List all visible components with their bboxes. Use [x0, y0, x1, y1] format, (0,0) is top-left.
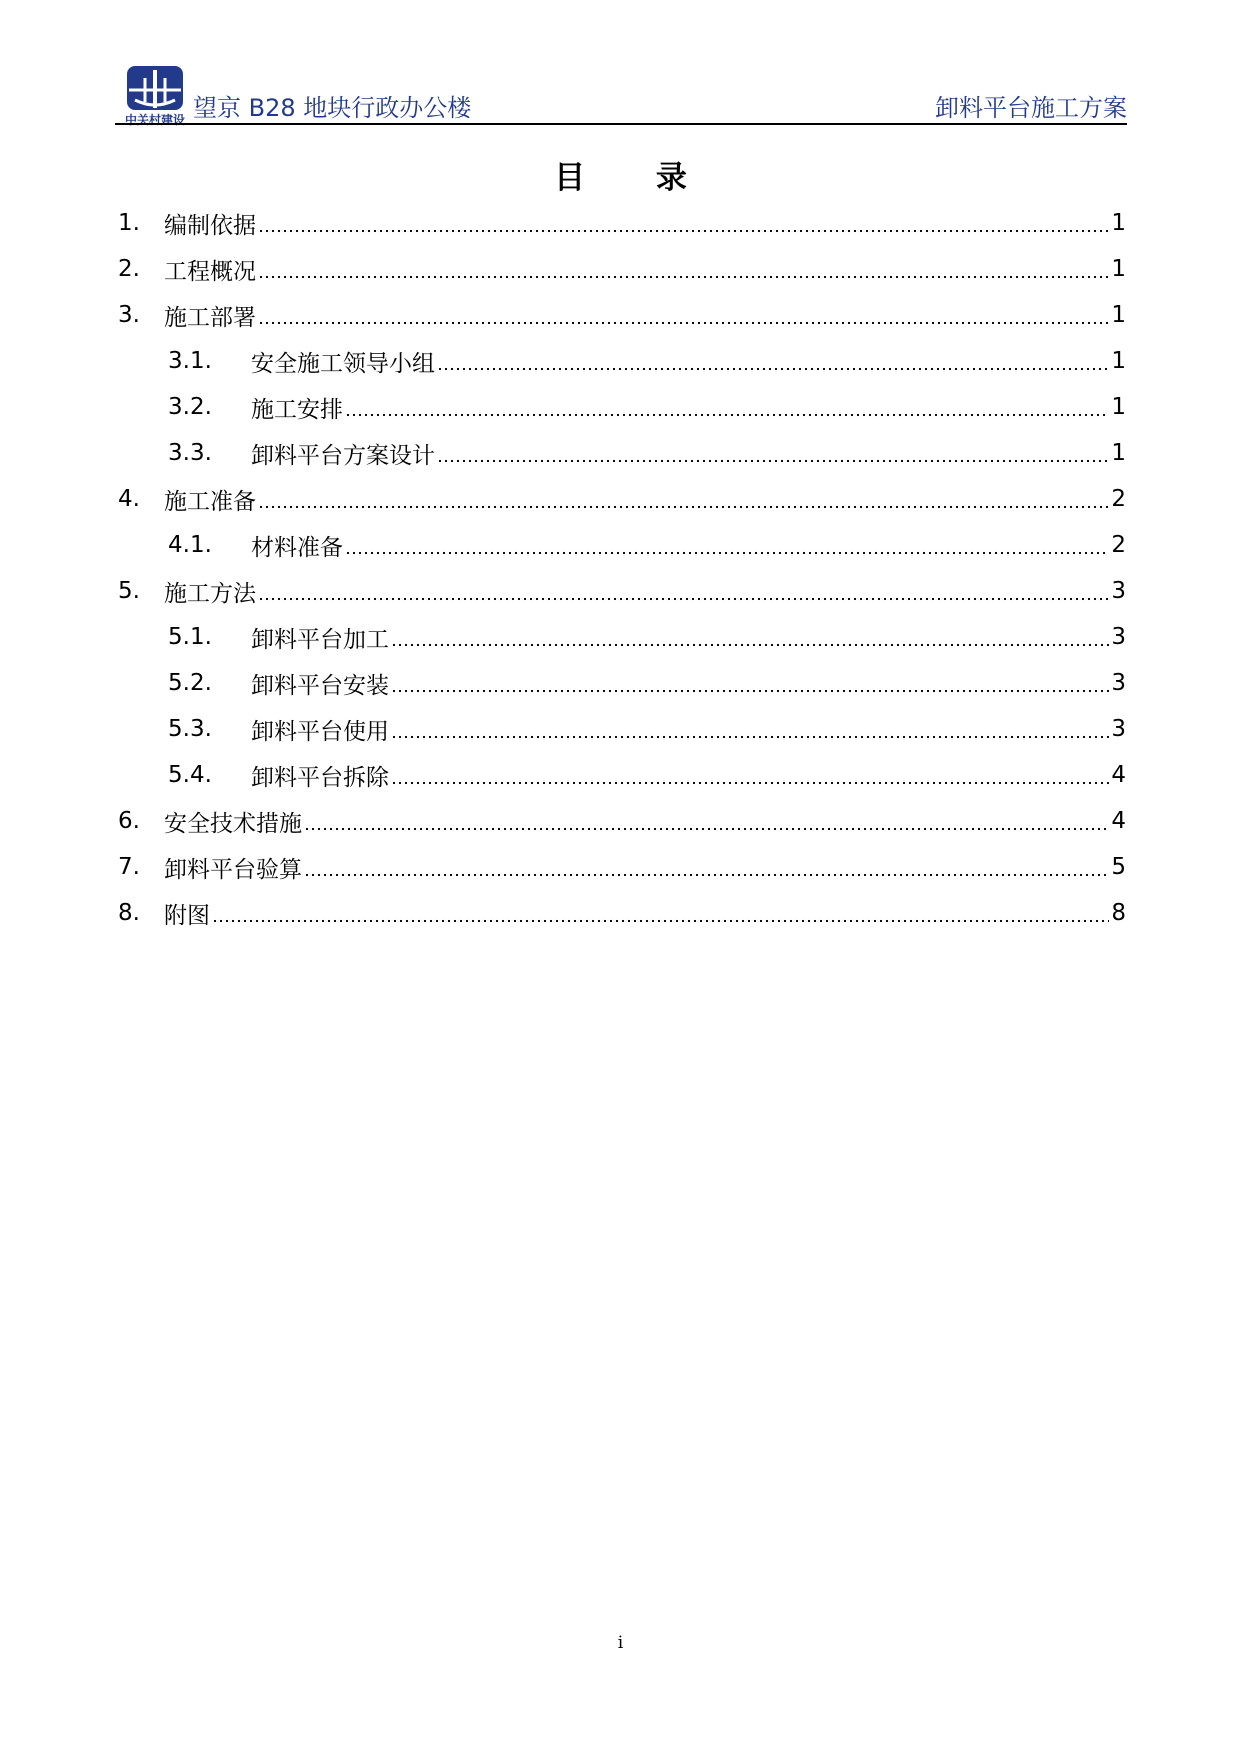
toc-title: 目 录 [554, 160, 717, 196]
table-of-contents [118, 200, 1126, 936]
dot-leader [258, 495, 1109, 509]
toc-entry-text: 安全施工领导小组 [251, 350, 435, 377]
toc-entry-page: 1 [1111, 348, 1126, 374]
toc-entry[interactable] [118, 200, 1126, 246]
toc-entry-page: 1 [1111, 302, 1126, 328]
toc-entry-number: 3.3. [168, 440, 212, 466]
toc-entry-page: 8 [1111, 900, 1126, 926]
dot-leader [391, 633, 1109, 647]
toc-entry-number: 5. [118, 578, 140, 604]
page-number: i [617, 1633, 624, 1653]
toc-subentry[interactable] [118, 384, 1126, 430]
dot-leader [304, 817, 1109, 831]
toc-entry-text: 附图 [164, 902, 210, 929]
toc-entry-text: 施工部署 [164, 304, 256, 331]
toc-entry-text: 施工方法 [164, 580, 256, 607]
toc-entry[interactable] [118, 476, 1126, 522]
toc-entry-page: 2 [1111, 532, 1126, 558]
toc-entry-page: 1 [1111, 394, 1126, 420]
toc-subentry[interactable] [118, 752, 1126, 798]
toc-entry-page: 1 [1111, 256, 1126, 282]
dot-leader [258, 219, 1109, 233]
toc-entry-page: 3 [1111, 670, 1126, 696]
toc-entry-page: 3 [1111, 624, 1126, 650]
dot-leader [437, 449, 1109, 463]
toc-entry-page: 5 [1111, 854, 1126, 880]
header-divider [115, 123, 1127, 125]
toc-entry[interactable] [118, 798, 1126, 844]
toc-entry-number: 8. [118, 900, 140, 926]
toc-entry-number: 1. [118, 210, 140, 236]
toc-entry-text: 工程概况 [164, 258, 256, 285]
dot-leader [258, 265, 1109, 279]
dot-leader [345, 541, 1109, 555]
toc-subentry[interactable] [118, 706, 1126, 752]
toc-entry[interactable] [118, 246, 1126, 292]
toc-entry-page: 4 [1111, 808, 1126, 834]
toc-entry-number: 4.1. [168, 532, 212, 558]
dot-leader [437, 357, 1109, 371]
toc-entry-text: 卸料平台方案设计 [251, 442, 435, 469]
toc-entry-page: 3 [1111, 716, 1126, 742]
toc-entry-number: 7. [118, 854, 140, 880]
toc-entry[interactable] [118, 890, 1126, 936]
toc-entry-page: 1 [1111, 210, 1126, 236]
toc-subentry[interactable] [118, 660, 1126, 706]
page-header [115, 64, 1127, 136]
toc-entry-page: 4 [1111, 762, 1126, 788]
dot-leader [391, 725, 1109, 739]
toc-entry-text: 卸料平台拆除 [251, 764, 389, 791]
toc-entry-text: 施工安排 [251, 396, 343, 423]
toc-entry-text: 材料准备 [251, 534, 343, 561]
project-name: 望京 B28 地块行政办公楼 [193, 94, 472, 122]
toc-entry-number: 4. [118, 486, 140, 512]
toc-entry-number: 6. [118, 808, 140, 834]
toc-entry-number: 3.1. [168, 348, 212, 374]
dot-leader [258, 587, 1109, 601]
toc-entry-number: 5.1. [168, 624, 212, 650]
toc-entry-text: 卸料平台使用 [251, 718, 389, 745]
toc-entry-number: 3.2. [168, 394, 212, 420]
toc-entry-page: 3 [1111, 578, 1126, 604]
dot-leader [212, 909, 1109, 923]
dot-leader [258, 311, 1109, 325]
svg-text:中关村建设: 中关村建设 [124, 113, 186, 127]
dot-leader [345, 403, 1109, 417]
toc-entry-number: 3. [118, 302, 140, 328]
toc-entry-text: 卸料平台安装 [251, 672, 389, 699]
company-logo-icon [115, 64, 195, 136]
toc-entry[interactable] [118, 568, 1126, 614]
toc-entry-page: 2 [1111, 486, 1126, 512]
toc-entry-text: 施工准备 [164, 488, 256, 515]
toc-entry-number: 5.3. [168, 716, 212, 742]
toc-entry-text: 编制依据 [164, 212, 256, 239]
toc-entry[interactable] [118, 844, 1126, 890]
dot-leader [304, 863, 1109, 877]
toc-entry-text: 卸料平台验算 [164, 856, 302, 883]
toc-subentry[interactable] [118, 430, 1126, 476]
toc-entry-number: 5.4. [168, 762, 212, 788]
dot-leader [391, 679, 1109, 693]
toc-entry-text: 卸料平台加工 [251, 626, 389, 653]
toc-entry-number: 5.2. [168, 670, 212, 696]
toc-subentry[interactable] [118, 338, 1126, 384]
document-name: 卸料平台施工方案 [935, 94, 1127, 122]
toc-entry-number: 2. [118, 256, 140, 282]
toc-subentry[interactable] [118, 522, 1126, 568]
toc-entry[interactable] [118, 292, 1126, 338]
toc-subentry[interactable] [118, 614, 1126, 660]
toc-entry-text: 安全技术措施 [164, 810, 302, 837]
dot-leader [391, 771, 1109, 785]
toc-entry-page: 1 [1111, 440, 1126, 466]
